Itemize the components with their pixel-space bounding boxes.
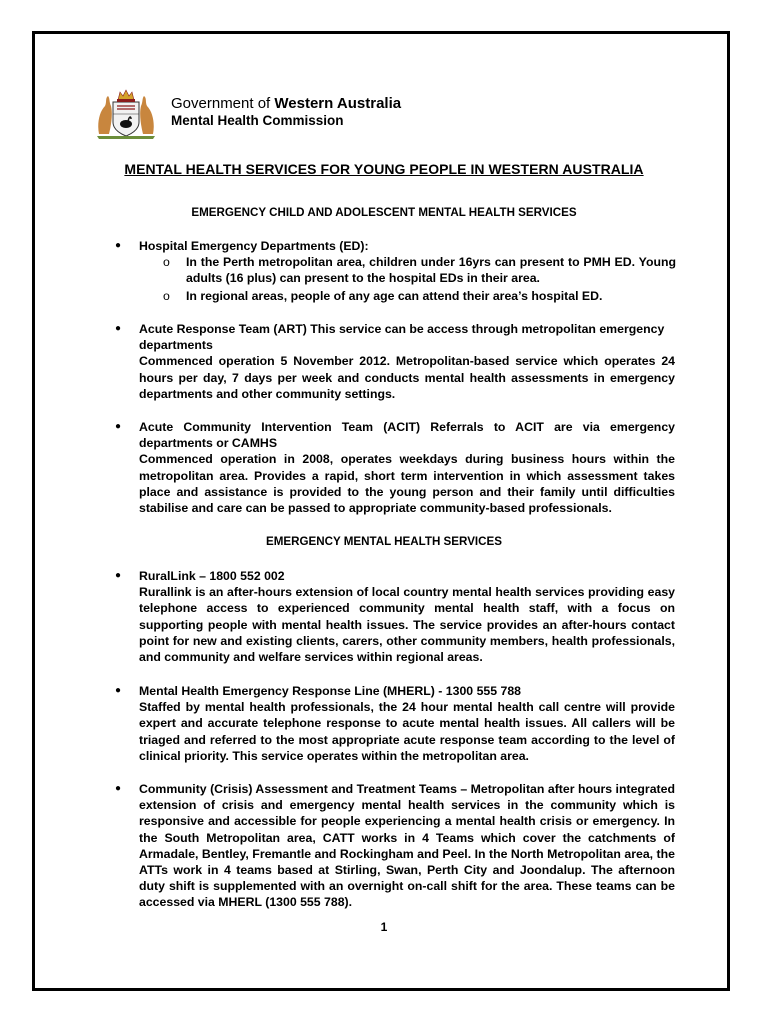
list-item-rurallink (115, 568, 675, 665)
item-body: Community (Crisis) Assessment and Treatment Teams – Metropolitan after hours integrated extension of crisis and emergency mental health services in the community which is responsive and accessible for people experiencing a mental health crisis or emergency. In the South Metropolitan area, CATT works in 4 Teams which cover the catchments of Armadale, Bentley, Fremantle and Rockingham and Peel. In the North Metropolitan area, the ATTs work in 4 teams based at Stirling, Swan, Perth City and Joondalup. The afternoon duty shift is supplemented with an overnight on-call shift for the area. These teams can be accessed via MHERL (1300 555 788). (139, 782, 675, 910)
item-title: Hospital Emergency Departments (ED): (139, 239, 369, 253)
bullet-icon: ● (115, 323, 122, 334)
circle-bullet-icon: o (163, 255, 170, 269)
item-body: Staffed by mental health professionals, the 24 hour mental health call centre will provide expert and accurate telephone response to acute mental health issues. All callers will be triaged and referred to the most appropriate acute response team according to the level of clinical priority. This service operates within the metropolitan area. (139, 700, 675, 763)
bullet-icon: ● (115, 783, 122, 794)
bullet-icon: ● (115, 421, 122, 432)
item-body: Commenced operation in 2008, operates weekdays during business hours within the metropolitan area. Provides a rapid, short term intervention in which assessment takes place and assistance is provided to the young person and their family until difficulties stabilise and care can be passed to appropriate community-based professionals. (139, 452, 675, 516)
item-body: Rurallink is an after-hours extension of local country mental health services providing easy telephone access to experienced community mental health staff, with a focus on supporting people with mental health issues. The service provides an after-hours contact point for new and existing clients, carers, other community members, health professionals, and community and welfare services within regional areas. (139, 585, 675, 665)
org-line1-bold: Western Australia (274, 95, 402, 112)
sub-item-text: In the Perth metropolitan area, children under 16yrs can present to PMH ED. Young adults (16 plus) can present to the hospital EDs in their area. (186, 255, 676, 286)
bullet-icon: ● (115, 685, 122, 696)
item-title: Mental Health Emergency Response Line (MHERL) - 1300 555 788 (139, 684, 522, 698)
bullet-icon: ● (115, 570, 122, 581)
list-item-art (115, 321, 675, 402)
org-line1-prefix: Government of (171, 95, 275, 112)
wa-crest-icon (93, 84, 159, 140)
section-heading-emergency: EMERGENCY MENTAL HEALTH SERVICES (266, 535, 502, 548)
document-header (93, 84, 401, 140)
document-title: MENTAL HEALTH SERVICES FOR YOUNG PEOPLE IN WESTERN AUSTRALIA (124, 161, 644, 177)
section-heading-child-adolescent: EMERGENCY CHILD AND ADOLESCENT MENTAL HEALTH SERVICES (191, 206, 577, 219)
organisation-name (171, 95, 401, 129)
item-title: RuralLink – 1800 552 002 (139, 569, 285, 583)
item-title: Acute Response Team (ART) This service can be access through metropolitan emergency departments (139, 322, 665, 353)
bullet-icon: ● (115, 240, 122, 251)
sub-item-perth (163, 254, 676, 286)
org-line2: Mental Health Commission (171, 113, 344, 128)
sub-item-text: In regional areas, people of any age can attend their area’s hospital ED. (186, 289, 603, 303)
list-item-mherl (115, 683, 675, 764)
sub-item-regional (163, 288, 676, 304)
list-item-acit (115, 419, 675, 516)
list-item-hospital-ed (115, 238, 675, 254)
item-title: Acute Community Intervention Team (ACIT) Referrals to ACIT are via emergency departments or CAMHS (139, 420, 675, 451)
circle-bullet-icon: o (163, 289, 170, 303)
list-item-catt (115, 781, 675, 911)
page-number: 1 (380, 920, 388, 934)
item-body: Commenced operation 5 November 2012. Metropolitan-based service which operates 24 hours per day, 7 days per week and conducts mental health assessments in emergency departments and other community settings. (139, 354, 675, 401)
